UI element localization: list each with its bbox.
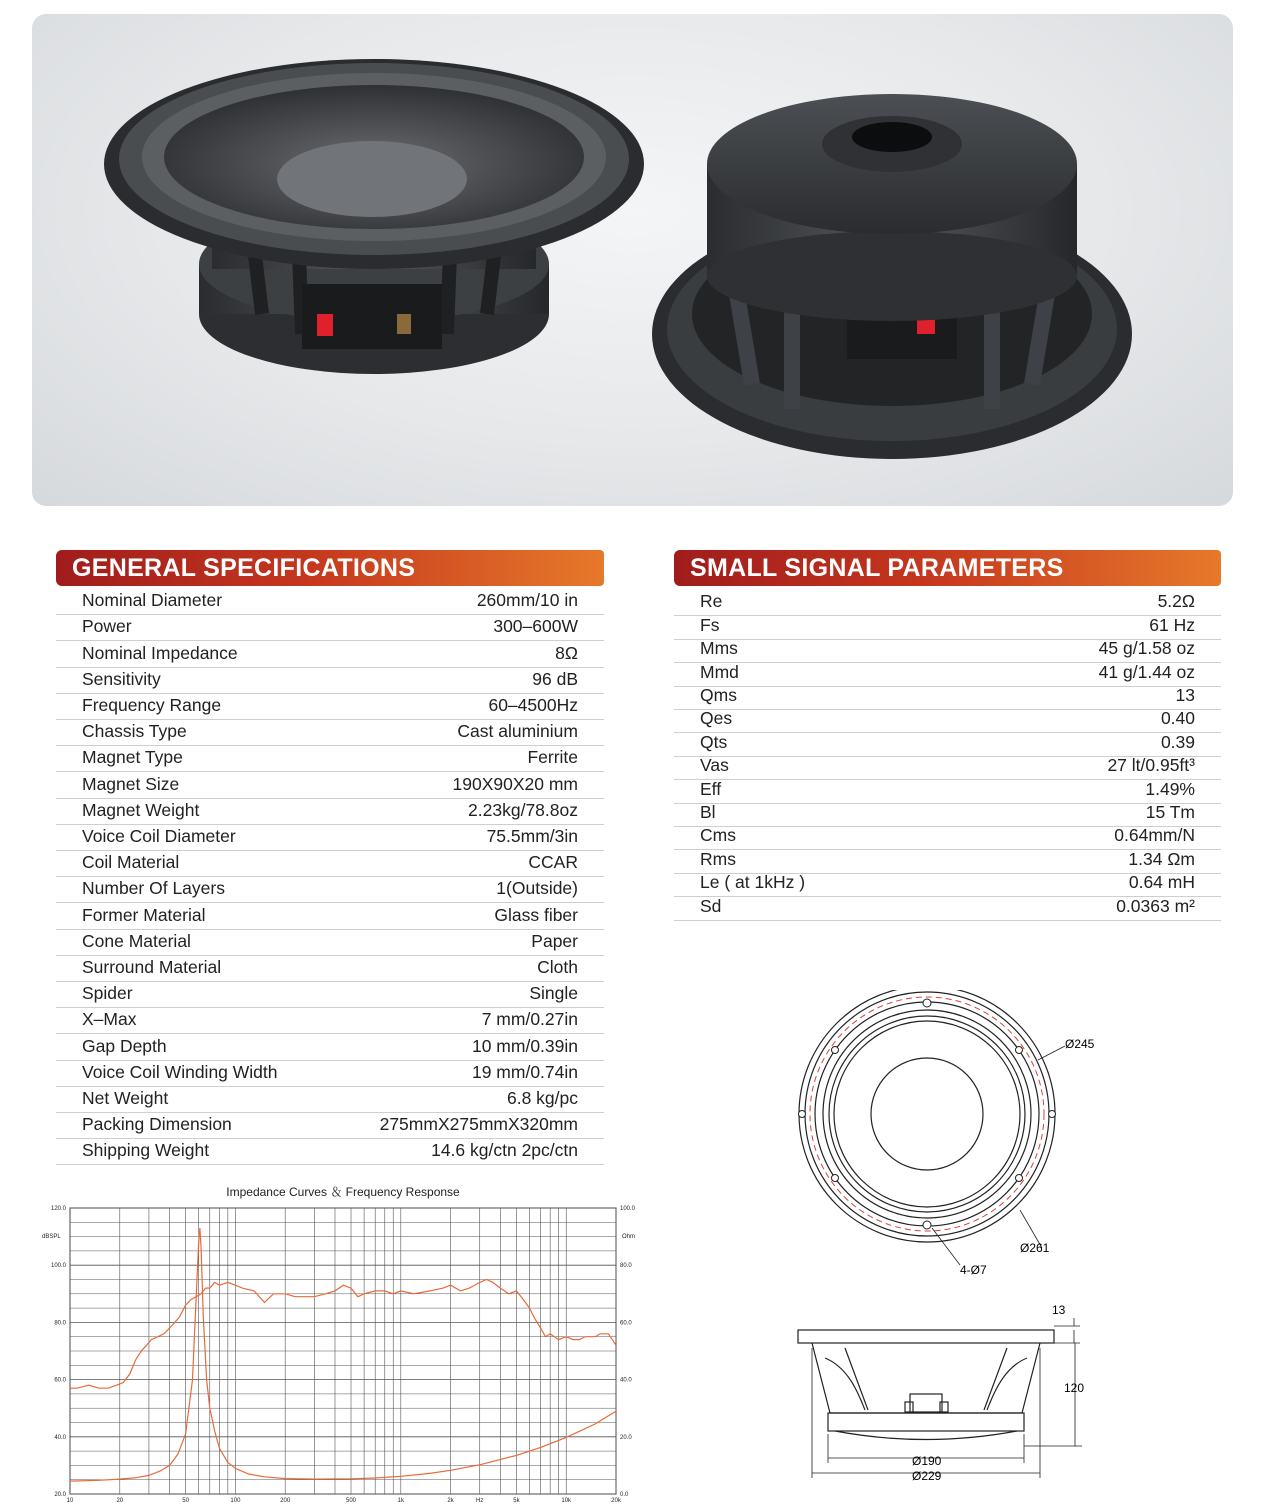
spec-row [56, 955, 604, 982]
spec-label: Voice Coil Winding Width [82, 1061, 278, 1082]
spec-label: Magnet Size [82, 773, 180, 794]
general-specifications-table [56, 588, 604, 1164]
spec-value: 0.0363 m² [1116, 895, 1195, 916]
spec-value: 13 [1175, 684, 1195, 705]
spec-value: 7 mm/0.27in [481, 1009, 578, 1030]
x-tick-label: 10 [66, 1498, 74, 1504]
spec-value: 96 dB [532, 668, 578, 689]
right-tick-label: 20.0 [620, 1434, 632, 1441]
spec-row [56, 693, 604, 720]
left-axis-label: dBSPL [42, 1234, 61, 1240]
spec-label: Number Of Layers [82, 878, 225, 899]
left-tick-label: 80.0 [54, 1320, 66, 1327]
spec-value: Paper [531, 930, 578, 951]
spec-row [674, 639, 1221, 663]
spec-value: 0.64mm/N [1114, 825, 1195, 846]
spec-value: 1(Outside) [496, 878, 578, 899]
spec-row [674, 779, 1221, 803]
spec-label: Vas [700, 755, 729, 776]
spec-label: Voice Coil Diameter [82, 825, 236, 846]
spec-value: 19 mm/0.74in [471, 1061, 578, 1082]
spec-value: 1.34 Ωm [1128, 848, 1195, 869]
spec-label: Gap Depth [82, 1035, 167, 1056]
side-view-svg [790, 1298, 1120, 1488]
spec-label: Qms [700, 684, 737, 705]
speaker-front [104, 59, 644, 374]
right-tick-label: 40.0 [620, 1377, 632, 1384]
x-tick-label: 200 [280, 1498, 291, 1504]
spec-row [56, 588, 604, 615]
spec-row [674, 592, 1221, 616]
spec-row [674, 873, 1221, 897]
spec-label: Frequency Range [82, 694, 222, 715]
chart-svg [36, 1180, 636, 1505]
spec-label: Cone Material [82, 930, 191, 951]
spec-label: Spider [82, 983, 133, 1004]
right-tick-label: 60.0 [620, 1320, 632, 1327]
spec-label: Shipping Weight [82, 1140, 210, 1161]
dimension-120-label: 120 [1064, 1381, 1085, 1395]
spec-value: 2.23kg/78.8oz [468, 799, 578, 820]
x-tick-label: 1k [397, 1498, 404, 1504]
spec-value: 8Ω [555, 642, 578, 663]
spec-value: CCAR [528, 852, 578, 873]
frequency-response-line [70, 1280, 616, 1389]
spec-label: Net Weight [82, 1087, 169, 1108]
spec-label: Magnet Type [82, 747, 183, 768]
right-axis-label: Ohm [622, 1234, 636, 1240]
spec-row [56, 719, 604, 746]
x-tick-label: 10k [561, 1498, 572, 1504]
spec-label: Packing Dimension [82, 1114, 232, 1135]
spec-label: Fs [700, 614, 720, 635]
product-photo [32, 14, 1233, 506]
spec-label: Power [82, 616, 132, 637]
spec-row [56, 876, 604, 903]
spec-label: Qes [700, 708, 733, 729]
spec-value: 14.6 kg/ctn 2pc/ctn [431, 1140, 578, 1161]
left-tick-label: 100.0 [50, 1263, 66, 1270]
diameter-190-label: Ø190 [912, 1454, 942, 1468]
x-tick-label: 100 [230, 1498, 241, 1504]
spec-row [56, 614, 604, 641]
spec-row [56, 824, 604, 851]
spec-value: Single [529, 983, 578, 1004]
holes-label: 4-Ø7 [960, 1263, 987, 1277]
spec-value: 260mm/10 in [476, 590, 578, 611]
spec-value: 1.49% [1145, 778, 1195, 799]
x-tick-label: Hz [476, 1498, 484, 1504]
spec-row [674, 826, 1221, 850]
spec-value: 0.64 mH [1128, 872, 1195, 893]
spec-value: Cast aluminium [457, 721, 578, 742]
spec-label: Former Material [82, 904, 206, 925]
spec-label: Chassis Type [82, 721, 187, 742]
spec-label: Re [700, 591, 723, 612]
spec-label: X–Max [82, 1009, 137, 1030]
spec-row [56, 1033, 604, 1060]
x-tick-label: 20k [611, 1498, 621, 1504]
spec-value: 41 g/1.44 oz [1098, 661, 1195, 682]
x-tick-label: 20 [116, 1498, 124, 1504]
spec-value: 300–600W [493, 616, 578, 637]
spec-label: Sensitivity [82, 668, 161, 689]
spec-row [674, 615, 1221, 639]
spec-label: Mms [700, 638, 738, 659]
spec-value: 10 mm/0.39in [471, 1035, 578, 1056]
spec-label: Eff [700, 778, 722, 799]
spec-label: Le ( at 1kHz ) [700, 872, 806, 893]
spec-row [674, 709, 1221, 733]
spec-value: 0.40 [1160, 708, 1195, 729]
spec-label: Sd [700, 895, 722, 916]
x-tick-label: 2k [447, 1498, 454, 1504]
spec-label: Cms [700, 825, 736, 846]
spec-label: Magnet Weight [82, 799, 200, 820]
small-signal-parameters-header: SMALL SIGNAL PARAMETERS [674, 550, 1221, 586]
spec-label: Nominal Diameter [82, 590, 223, 611]
spec-row [674, 896, 1221, 920]
spec-value: 60–4500Hz [488, 694, 578, 715]
spec-row [56, 850, 604, 877]
spec-row [56, 640, 604, 667]
spec-row [56, 929, 604, 956]
left-tick-label: 120.0 [50, 1206, 66, 1212]
spec-row [56, 902, 604, 929]
spec-row [674, 686, 1221, 710]
spec-row [56, 1060, 604, 1087]
spec-value: 0.39 [1160, 731, 1195, 752]
x-tick-label: 500 [346, 1498, 357, 1504]
spec-label: Surround Material [82, 956, 222, 977]
spec-label: Rms [700, 848, 736, 869]
chart-title: Impedance Curves ＆ Frequency Response [226, 1185, 460, 1199]
spec-label: Qts [700, 731, 728, 752]
spec-value: 275mmX275mmX320mm [379, 1114, 578, 1135]
left-tick-label: 40.0 [54, 1434, 66, 1441]
impedance-frequency-chart [36, 1180, 636, 1510]
impedance-curve-line [70, 1228, 616, 1481]
general-specifications-header: GENERAL SPECIFICATIONS [56, 550, 604, 586]
spec-row [56, 667, 604, 694]
top-view-svg [780, 990, 1110, 1290]
spec-row [56, 1112, 604, 1139]
small-signal-parameters-table [674, 592, 1221, 922]
spec-value: 61 Hz [1149, 614, 1195, 635]
right-tick-label: 80.0 [620, 1263, 632, 1270]
spec-row [56, 1138, 604, 1165]
spec-label: Mmd [700, 661, 739, 682]
spec-value: Glass fiber [494, 904, 578, 925]
spec-row [674, 732, 1221, 756]
spec-value: 6.8 kg/pc [506, 1087, 578, 1108]
spec-row [674, 756, 1221, 780]
spec-value: 75.5mm/3in [486, 825, 578, 846]
spec-value: 27 lt/0.95ft³ [1107, 755, 1195, 776]
x-tick-label: 50 [182, 1498, 189, 1504]
top-view-drawing [780, 990, 1110, 1295]
spec-row [674, 803, 1221, 827]
spec-row [56, 1007, 604, 1034]
x-tick-label: 5k [513, 1498, 520, 1504]
spec-row [56, 798, 604, 825]
dimension-13-label: 13 [1052, 1303, 1066, 1317]
spec-row [56, 1086, 604, 1113]
spec-row [56, 771, 604, 798]
spec-value: 5.2Ω [1157, 591, 1195, 612]
diameter-229-label: Ø229 [912, 1469, 942, 1483]
speaker-rear [652, 94, 1132, 459]
spec-label: Coil Material [82, 852, 180, 873]
left-tick-label: 60.0 [54, 1377, 66, 1384]
spec-row [56, 981, 604, 1008]
spec-value: Cloth [537, 956, 578, 977]
right-tick-label: 100.0 [620, 1206, 636, 1212]
spec-value: Ferrite [527, 747, 578, 768]
left-tick-label: 20.0 [54, 1492, 66, 1498]
right-tick-label: 0.0 [620, 1492, 629, 1498]
spec-row [674, 662, 1221, 686]
spec-row [56, 745, 604, 772]
spec-label: Bl [700, 801, 716, 822]
spec-value: 45 g/1.58 oz [1098, 638, 1195, 659]
diameter-245-label: Ø245 [1065, 1037, 1095, 1051]
side-view-drawing [790, 1298, 1120, 1493]
spec-value: 15 Tm [1145, 801, 1195, 822]
diameter-261-label: Ø261 [1020, 1241, 1050, 1255]
spec-value: 190X90X20 mm [452, 773, 578, 794]
speaker-illustration [32, 14, 1233, 506]
spec-row [674, 849, 1221, 873]
spec-label: Nominal Impedance [82, 642, 238, 663]
